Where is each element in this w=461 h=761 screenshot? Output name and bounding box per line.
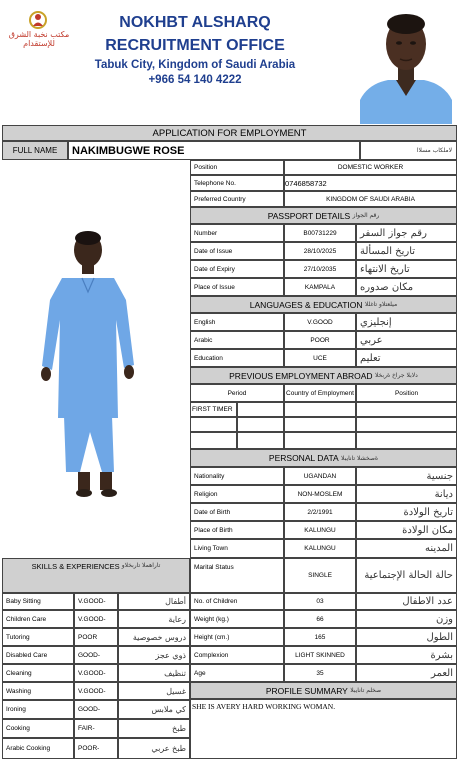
skill-children-care-label: Children Care (2, 610, 74, 628)
children-label: No. of Children (190, 593, 284, 610)
weight-label: Weight (kg.) (190, 610, 284, 628)
passport-number-value: B00731229 (284, 224, 356, 242)
employment-period-to (237, 402, 284, 417)
employment-empty-cell (237, 432, 284, 449)
place-of-issue-value: KAMPALA (284, 278, 356, 296)
period-column-header: Period (190, 384, 284, 402)
company-subtitle: RECRUITMENT OFFICE (105, 37, 285, 54)
telephone-value: 0746858732 (284, 175, 457, 191)
profile-title-arabic: صخلم تانايبلا (350, 687, 382, 694)
skill-ironing-arabic: كي ملابس (118, 700, 190, 719)
skill-disabled-care-label: Disabled Care (2, 646, 74, 664)
profile-title: PROFILE SUMMARY (265, 685, 348, 696)
education-label-arabic: تعليم (356, 349, 457, 367)
logo-arabic-text: مكتب نخبة الشرق للإستقدام (8, 30, 70, 48)
employment-empty-cell (190, 417, 237, 432)
age-label-arabic: العمر (356, 664, 457, 682)
languages-section-title (190, 296, 457, 313)
position-value: DOMESTIC WORKER (284, 160, 457, 175)
place-of-issue-label-arabic: مكان صدوره (356, 278, 457, 296)
skill-washing-arabic: غسيل (118, 682, 190, 700)
full-name-value: NAKIMBUGWE ROSE (68, 141, 360, 160)
personal-section-title (190, 449, 457, 467)
nationality-label: Nationality (190, 467, 284, 485)
date-of-expiry-label: Date of Expiry (190, 260, 284, 278)
skill-cleaning-label: Cleaning (2, 664, 74, 682)
full-name-label-arabic: لاملكاب مسلاا (360, 141, 457, 160)
telephone-label: Telephone No. (190, 175, 284, 191)
place-of-birth-value: KALUNGU (284, 521, 356, 539)
education-value: UCE (284, 349, 356, 367)
date-of-issue-label-arabic: تاريخ المسألة (356, 242, 457, 260)
english-label: English (190, 313, 284, 331)
nationality-value: UGANDAN (284, 467, 356, 485)
skill-arabic-cooking-level: POOR- (74, 738, 118, 759)
company-name: NOKHBT ALSHARQ (119, 14, 271, 31)
place-of-issue-label: Place of Issue (190, 278, 284, 296)
complexion-label: Complexion (190, 646, 284, 664)
personal-title: PERSONAL DATA (268, 453, 339, 463)
preferred-country-value: KINGDOM OF SAUDI ARABIA (284, 191, 457, 207)
company-logo (4, 10, 74, 56)
complexion-value: LIGHT SKINNED (284, 646, 356, 664)
company-address: Tabuk City, Kingdom of Saudi Arabia (94, 59, 296, 71)
english-value: V.GOOD (284, 313, 356, 331)
passport-section-title (190, 207, 457, 224)
religion-value: NON-MOSLEM (284, 485, 356, 503)
skill-baby-sitting-arabic: أطفال (118, 593, 190, 610)
skill-cooking-arabic: طبخ (118, 719, 190, 738)
children-label-arabic: عدد الاطفال (356, 593, 457, 610)
skills-section-title (2, 558, 190, 593)
date-of-expiry-label-arabic: تاريخ الانتهاء (356, 260, 457, 278)
employment-section-title (190, 367, 457, 384)
arabic-label-arabic: عربي (356, 331, 457, 349)
passport-title: PASSPORT DETAILS (267, 210, 351, 221)
letterhead (0, 0, 461, 124)
skill-cleaning-level: V.GOOD- (74, 664, 118, 682)
employment-title-arabic: دلابلا جراخ ةربخلا (374, 372, 418, 379)
skill-ironing-label: Ironing (2, 700, 74, 719)
company-phone: +966 54 140 4222 (148, 74, 242, 86)
skill-cooking-label: Cooking (2, 719, 74, 738)
employment-empty-cell (356, 417, 457, 432)
passport-number-label-arabic: رقم جواز السفر (356, 224, 457, 242)
employment-empty-cell (284, 432, 356, 449)
date-of-issue-value: 28/10/2025 (284, 242, 356, 260)
skill-tutoring-level: POOR (74, 628, 118, 646)
passport-number-label: Number (190, 224, 284, 242)
arabic-value: POOR (284, 331, 356, 349)
marital-status-label-arabic: حالة الحالة الإجتماعية (356, 558, 457, 593)
skill-baby-sitting-level: V.GOOD- (74, 593, 118, 610)
date-of-birth-value: 2/2/1991 (284, 503, 356, 521)
arabic-label: Arabic (190, 331, 284, 349)
religion-label: Religion (190, 485, 284, 503)
profile-section-title (190, 682, 457, 699)
english-label-arabic: إنجليزي (356, 313, 457, 331)
date-of-birth-label: Date of Birth (190, 503, 284, 521)
date-of-birth-label-arabic: تاريخ الولادة (356, 503, 457, 521)
employment-empty-cell (237, 417, 284, 432)
employment-empty-cell (190, 432, 237, 449)
skill-disabled-care-arabic: ذوي عجز (118, 646, 190, 664)
skill-tutoring-arabic: دروس خصوصية (118, 628, 190, 646)
passport-title-arabic: رقم الجواز (352, 212, 380, 219)
skill-arabic-cooking-arabic: طبخ عربي (118, 738, 190, 759)
employment-position (356, 402, 457, 417)
marital-status-value: SINGLE (284, 558, 356, 593)
skill-baby-sitting-label: Baby Sitting (2, 593, 74, 610)
height-value: 165 (284, 628, 356, 646)
employment-period-from: FIRST TIMER (190, 402, 237, 417)
country-column-header: Country of Employment (284, 384, 356, 402)
passport-photo (358, 4, 454, 124)
skill-arabic-cooking-label: Arabic Cooking (2, 738, 74, 759)
skills-title: SKILLS & EXPERIENCES (31, 562, 120, 571)
skill-disabled-care-level: GOOD- (74, 646, 118, 664)
logo-emblem-icon (28, 10, 48, 30)
skill-tutoring-label: Tutoring (2, 628, 74, 646)
employment-title: PREVIOUS EMPLOYMENT ABROAD (229, 370, 373, 381)
profile-summary-text: SHE IS AVERY HARD WORKING WOMAN. (190, 699, 457, 759)
skills-title-arabic: تاراهملا تاربخلاو (121, 562, 161, 569)
living-town-label-arabic: المدينه (356, 539, 457, 558)
religion-label-arabic: ديانة (356, 485, 457, 503)
position-label: Position (190, 160, 284, 175)
preferred-country-label: Preferred Country (190, 191, 284, 207)
education-label: Education (190, 349, 284, 367)
age-value: 35 (284, 664, 356, 682)
position-column-header: Position (356, 384, 457, 402)
languages-title-arabic: ميلعتلاو تاغللا (364, 301, 398, 308)
skill-children-care-level: V.GOOD- (74, 610, 118, 628)
height-label: Height (cm.) (190, 628, 284, 646)
full-body-photo (2, 160, 190, 558)
nationality-label-arabic: جنسية (356, 467, 457, 485)
place-of-birth-label: Place of Birth (190, 521, 284, 539)
skill-washing-level: V.GOOD- (74, 682, 118, 700)
date-of-issue-label: Date of Issue (190, 242, 284, 260)
place-of-birth-label-arabic: مكان الولادة (356, 521, 457, 539)
weight-label-arabic: وزن (356, 610, 457, 628)
personal-title-arabic: ةصخشلا تانايبلا (341, 454, 379, 462)
languages-title: LANGUAGES & EDUCATION (249, 299, 363, 310)
complexion-label-arabic: بشرة (356, 646, 457, 664)
weight-value: 66 (284, 610, 356, 628)
skill-cooking-level: FAIR- (74, 719, 118, 738)
employment-empty-cell (356, 432, 457, 449)
living-town-label: Living Town (190, 539, 284, 558)
skill-washing-label: Washing (2, 682, 74, 700)
application-title: APPLICATION FOR EMPLOYMENT (2, 125, 457, 141)
children-value: 03 (284, 593, 356, 610)
height-label-arabic: الطول (356, 628, 457, 646)
skill-cleaning-arabic: تنظيف (118, 664, 190, 682)
date-of-expiry-value: 27/10/2035 (284, 260, 356, 278)
skill-children-care-arabic: رعاية (118, 610, 190, 628)
skill-ironing-level: GOOD- (74, 700, 118, 719)
employment-empty-cell (284, 417, 356, 432)
age-label: Age (190, 664, 284, 682)
living-town-value: KALUNGU (284, 539, 356, 558)
marital-status-label: Marital Status (190, 558, 284, 593)
full-name-label: FULL NAME (2, 141, 68, 160)
employment-country (284, 402, 356, 417)
